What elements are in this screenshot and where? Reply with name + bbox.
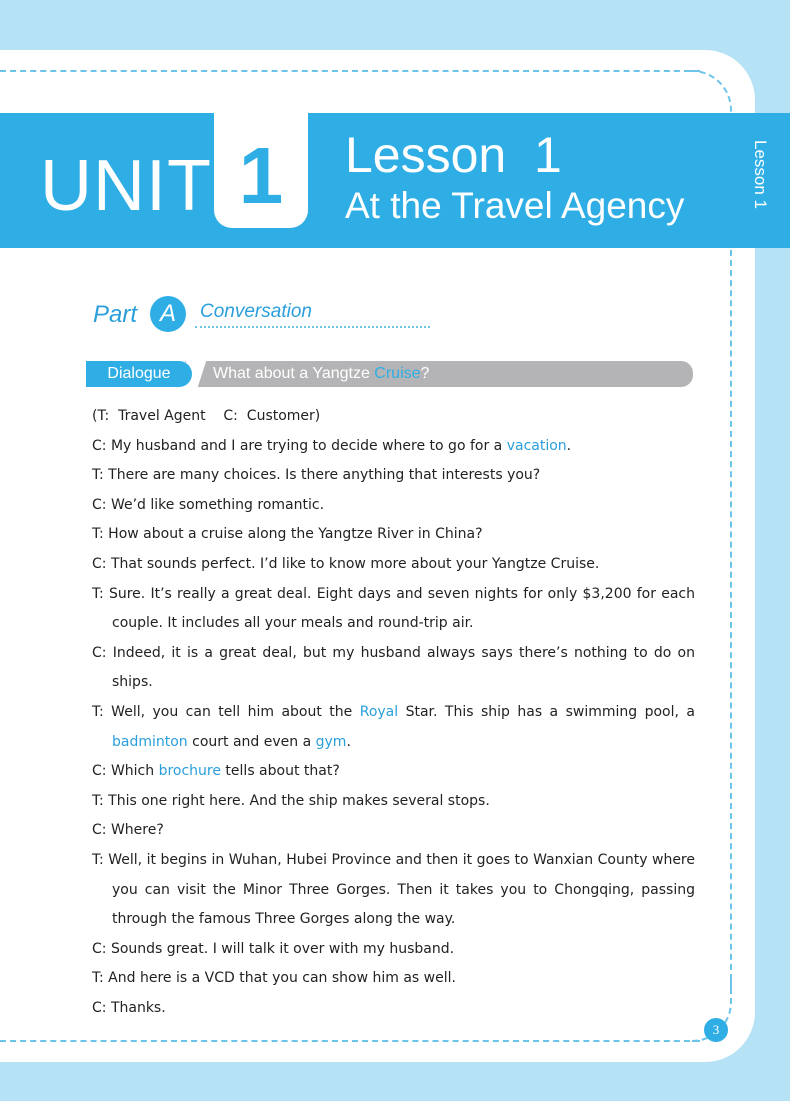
dialogue-title-text: What about a Yangtze [213,365,375,382]
dialogue-text: T: This one right here. And the ship makes several stops. [92,792,490,809]
dialogue-line [92,816,695,846]
vocabulary-word: brochure [158,763,221,780]
dialogue-text: C: We’d like something romantic. [92,496,325,513]
dialogue-line [92,698,695,757]
dialogue-line [92,935,695,965]
dialogue-label: Dialogue [86,361,192,387]
dialogue-text: T: Well, you can tell him about the [92,703,360,720]
dialogue-line [92,580,695,639]
dialogue-line [92,994,695,1024]
dialogue-text: C: That sounds perfect. I’d like to know more about your Yangtze Cruise. [92,555,600,572]
speaker-key: (T: Travel Agent C: Customer) [92,408,321,424]
page-number: 3 [704,1018,728,1042]
part-label: Part [93,301,138,328]
dialogue-text: T: How about a cruise along the Yangtze River in China? [92,526,483,543]
dialogue-text: T: Well, it begins in Wuhan, Hubei Province and then it goes to Wanxian County where you can visit the Minor Three Gorges. Then it takes you to Chongqing, passing through the famous Three Gorges along the way. [92,851,695,928]
dialogue-title [213,361,429,387]
vocabulary-word: vacation [506,437,567,454]
dialogue-text: . [566,437,572,454]
dialogue-line [92,461,695,491]
dialogue-line [92,639,695,698]
side-tab-label: Lesson 1 [751,140,770,209]
dashed-border-right [730,250,732,990]
dialogue-text: court and even a [187,733,316,750]
dialogue-text: C: Where? [92,822,164,839]
unit-number: 1 [238,131,284,220]
dialogue-body [92,402,695,1023]
dashed-border-top [0,70,700,72]
dialogue-text: . [346,733,351,750]
lesson-title: Lesson 1 [345,127,562,183]
dialogue-line [92,550,695,580]
dashed-border-bottom [0,1040,700,1042]
dialogue-text: Star. This ship has a swimming pool, a [398,703,695,720]
dialogue-text: T: And here is a VCD that you can show him as well. [92,970,456,987]
dialogue-text: C: Thanks. [92,999,166,1016]
vocabulary-word: gym [315,733,347,750]
dialogue-text: T: There are many choices. Is there anything that interests you? [92,467,541,484]
unit-label: UNIT [40,146,212,226]
dialogue-title-keyword: Cruise [374,365,421,382]
lesson-subtitle: At the Travel Agency [345,185,685,226]
part-letter-badge: A [150,296,186,332]
dialogue-line [92,520,695,550]
dialogue-text: C: Which [92,763,159,780]
dialogue-title-end: ? [420,365,430,382]
dialogue-text: C: Indeed, it is a great deal, but my husband always says there’s nothing to do on ships. [92,644,695,691]
dialogue-text: T: Sure. It’s really a great deal. Eight days and seven nights for only $3,200 for each couple. It includes all your meals and round-trip air. [92,585,695,632]
dotted-underline [195,326,430,328]
dialogue-line [92,787,695,817]
vocabulary-word: badminton [112,733,188,750]
dialogue-line [92,964,695,994]
dialogue-text: C: My husband and I are trying to decide where to go for a [92,437,507,454]
dialogue-line [92,491,695,521]
part-subtitle: Conversation [200,301,312,322]
dialogue-text: C: Sounds great. I will talk it over with my husband. [92,940,455,957]
dialogue-line [92,757,695,787]
dialogue-line [92,846,695,935]
dialogue-text: tells about that? [220,763,340,780]
dialogue-line [92,432,695,462]
vocabulary-word: Royal [359,703,399,720]
